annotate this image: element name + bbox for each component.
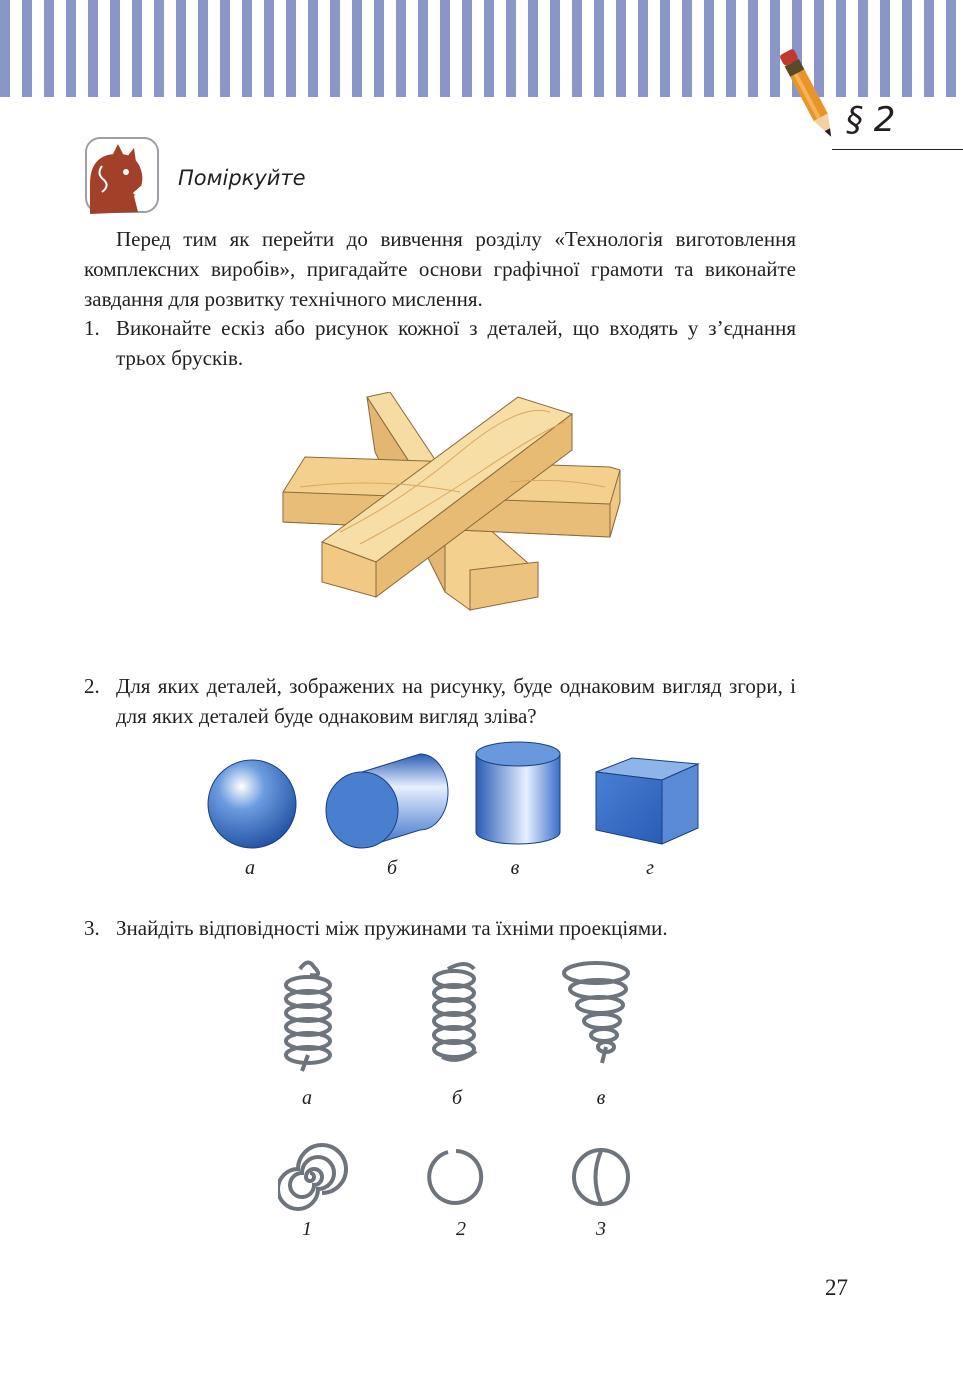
spring-a <box>286 962 330 1071</box>
spring-b <box>434 964 476 1060</box>
spring-caption-b: б <box>451 1087 463 1109</box>
springs-figure <box>270 955 650 1080</box>
cylinder-vertical <box>476 742 560 844</box>
task-3-number: 3. <box>84 916 100 940</box>
sphere <box>208 760 296 848</box>
task-2-number: 2. <box>84 674 100 698</box>
intro-paragraph: Перед тим як перейти до вивчення розділу «Технологія виготовлення комплексних виробів», пригадайте основи графічної грамоти та виконайте завдання для розвитку технічного мислення. <box>84 227 796 311</box>
cylinder-horizontal <box>326 754 448 848</box>
page-number: 27 <box>825 1275 848 1300</box>
solids-figure <box>200 738 710 850</box>
spring-v <box>564 963 628 1063</box>
task-1-text: Виконайте ескіз або рисунок кожної з деталей, що входять у з’єднання трьох брусків. <box>116 316 796 370</box>
task-1-number: 1. <box>84 316 100 340</box>
projection-2 <box>429 1151 481 1203</box>
shape-caption-v: в <box>510 857 520 879</box>
spring-caption-a: а <box>302 1087 312 1109</box>
shape-caption-g: г <box>646 857 654 879</box>
projection-1 <box>278 1145 346 1209</box>
think-label: Поміркуйте <box>178 166 306 190</box>
section-label: § 2 <box>846 100 896 140</box>
shape-caption-a: а <box>245 857 255 879</box>
projection-3 <box>574 1150 628 1204</box>
pencil-icon <box>775 40 845 155</box>
thinking-icon <box>84 136 160 214</box>
task-3-text: Знайдіть відповідності між пружинами та їхніми проекціями. <box>116 916 668 940</box>
cube <box>596 758 698 844</box>
projection-caption-1: 1 <box>302 1218 312 1240</box>
projection-caption-3: 3 <box>596 1218 606 1240</box>
shape-caption-b: б <box>386 857 398 879</box>
projection-caption-2: 2 <box>456 1218 466 1240</box>
spring-caption-v: в <box>596 1087 606 1109</box>
projections-figure <box>278 1143 638 1213</box>
wooden-bars-figure <box>280 392 625 614</box>
task-2-text: Для яких деталей, зображених на рисунку, буде однаковим вигляд згори, і для яких деталей буде однаковим вигляд зліва? <box>116 674 796 728</box>
